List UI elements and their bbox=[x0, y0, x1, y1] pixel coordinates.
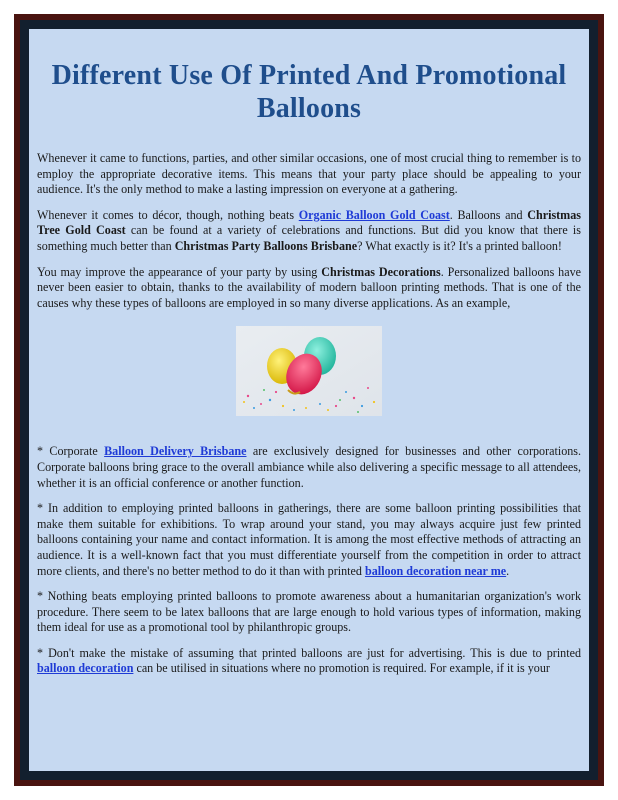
document-page bbox=[29, 29, 589, 771]
text-segment: . bbox=[506, 563, 510, 578]
organic-balloon-gold-coast-link[interactable]: Organic Balloon Gold Coast bbox=[298, 207, 450, 222]
text-segment: * In addition to employing printed balloons in gatherings, there are some balloon printing possibilities that make them suitable for exhibitions. To wrap around your stand, you may always acquire just few printed balloons containing your name and contact information. It is among the most effective methods of attracting an audience. It is a well-known fact that you must differentiate yourself from the competition in order to attract more clients, and there's no better method to do it than with printed bbox=[37, 501, 581, 578]
text-segment: * Don't make the mistake of assuming that printed balloons are just for advertising. This is due to printed bbox=[37, 645, 581, 660]
text-segment: Whenever it comes to décor, though, nothing beats bbox=[37, 207, 299, 222]
bold-christmas-party-balloons-brisbane: Christmas Party Balloons Brisbane bbox=[174, 238, 358, 253]
text-segment: You may improve the appearance of your party by using bbox=[37, 264, 322, 279]
text-segment: can be utilised in situations where no promotion is required. For example, if it is your bbox=[133, 661, 550, 676]
paragraph-advertising bbox=[37, 646, 581, 677]
balloon-delivery-brisbane-link[interactable]: Balloon Delivery Brisbane bbox=[104, 444, 247, 459]
text-segment: ? What exactly is it? It's a printed balloon! bbox=[357, 238, 562, 253]
paragraph-humanitarian: * Nothing beats employing printed balloons to promote awareness about a humanitarian organization's work procedure. There seem to be latex balloons that are large enough to hold various types of information, making them ideal for use as a promotional tool by philanthropic groups. bbox=[37, 589, 581, 635]
page-border-frame bbox=[14, 14, 604, 786]
document-content bbox=[37, 59, 581, 677]
paragraph-decor bbox=[37, 208, 581, 255]
text-segment: . Personalized balloons have never been easier to obtain, thanks to the availability of modern balloon printing methods. That is one of the causes why these types of balloons are employed in so many diverse applications. As an example, bbox=[37, 264, 581, 310]
text-segment: . Balloons and bbox=[449, 207, 528, 222]
paragraph-corporate bbox=[37, 444, 581, 491]
text-segment: are exclusively designed for businesses and other corporations. Corporate balloons bring grace to the overall ambiance while also delivering a specific message to all attendees, whether it is an official conference or another function. bbox=[37, 444, 582, 490]
paragraph-intro: Whenever it came to functions, parties, and other similar occasions, one of most crucial thing to remember is to employ the appropriate decorative items. This means that your party place should be appealing to your audience. It's the only method to make a lasting impression on everyone at a gathering. bbox=[37, 151, 581, 197]
bold-christmas-tree-gold-coast: Christmas Tree Gold Coast bbox=[37, 207, 581, 238]
text-segment: * Corporate bbox=[37, 444, 105, 459]
balloons-illustration bbox=[236, 326, 382, 416]
page-border-inner bbox=[20, 20, 598, 780]
paragraph-exhibitions bbox=[37, 501, 581, 579]
page-title: Different Use Of Printed And Promotional Balloons bbox=[51, 60, 567, 124]
paragraph-appearance bbox=[37, 265, 581, 312]
balloons-image bbox=[236, 326, 382, 416]
balloon-decoration-link[interactable]: balloon decoration bbox=[37, 661, 134, 676]
bold-christmas-decorations: Christmas Decorations bbox=[321, 264, 441, 279]
text-segment: can be found at a variety of celebrations and functions. But did you know that there is something much better than bbox=[37, 223, 581, 253]
balloon-decoration-near-me-link[interactable]: balloon decoration near me bbox=[364, 563, 507, 578]
